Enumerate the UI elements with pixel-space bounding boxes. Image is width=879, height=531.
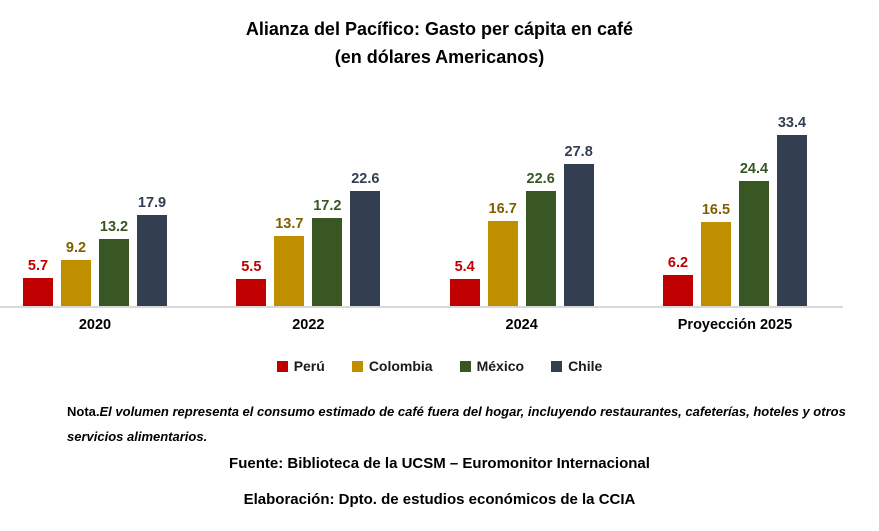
bar-group	[236, 171, 380, 307]
chart-title-line1: Alianza del Pacífico: Gasto per cápita en café	[245, 19, 634, 39]
bar	[274, 236, 304, 307]
bar-value-label: 17.2	[313, 198, 342, 215]
bar-group	[663, 115, 807, 307]
bar-value-label: 22.6	[351, 170, 380, 187]
bar-value-label: 33.4	[777, 115, 807, 131]
bar-value-label: 13.2	[99, 219, 129, 236]
bar-value-label: 6.2	[667, 255, 689, 272]
bar-value-label: 5.7	[27, 257, 49, 274]
bar-column	[450, 259, 480, 307]
legend-item	[460, 358, 524, 374]
bar-column	[350, 171, 380, 307]
x-axis-tick-label: 2024	[505, 317, 538, 333]
bar-value-label: 22.6	[526, 170, 555, 187]
bar-column	[777, 115, 807, 307]
bar-value-label: 24.4	[739, 161, 769, 178]
bar-column	[274, 216, 304, 307]
bar	[488, 221, 518, 307]
bar-column	[61, 240, 91, 307]
bar	[23, 278, 53, 307]
bar-column	[236, 259, 266, 307]
bar-value-label: 13.7	[275, 216, 304, 233]
bar-column	[663, 255, 693, 307]
bar	[312, 218, 342, 307]
legend-label: Colombia	[368, 358, 433, 374]
bar	[701, 222, 731, 307]
bar-column	[99, 219, 129, 307]
bar-group	[23, 195, 167, 307]
bar	[526, 191, 556, 307]
legend-swatch	[460, 361, 471, 372]
note-text: El volumen representa el consumo estimado de café fuera del hogar, incluyendo restaurantes, cafeterías, hoteles y otros servicios alimentarios.	[67, 404, 846, 444]
bar-value-label: 5.4	[454, 259, 475, 276]
x-axis-tick-label: 2020	[78, 317, 112, 333]
bar-value-label: 27.8	[564, 143, 593, 160]
bar-value-label: 16.5	[701, 202, 731, 219]
legend-label: Chile	[568, 358, 603, 374]
bar	[739, 181, 769, 307]
x-axis-labels	[23, 317, 807, 333]
legend-label: Perú	[293, 358, 325, 374]
bar	[663, 275, 693, 307]
bar	[564, 164, 594, 307]
legend-item	[352, 358, 433, 374]
bar-column	[312, 198, 342, 307]
chart-legend	[0, 358, 879, 374]
chart-note	[67, 399, 849, 449]
note-prefix: Nota.	[67, 404, 100, 419]
bar-column	[564, 144, 594, 307]
elaboration-line: Elaboración: Dpto. de estudios económicos de la CCIA	[243, 491, 636, 508]
legend-item	[277, 358, 325, 374]
bar	[61, 260, 91, 307]
x-axis-tick-label: Proyección 2025	[677, 317, 793, 333]
bar-value-label: 17.9	[137, 194, 167, 211]
bar	[450, 279, 480, 307]
bar-value-label: 9.2	[65, 239, 87, 256]
bar	[137, 215, 167, 307]
bar-value-label: 16.7	[488, 201, 517, 217]
source-line: Fuente: Biblioteca de la UCSM – Euromonitor Internacional	[229, 455, 650, 472]
legend-swatch	[551, 361, 562, 372]
bar-groups	[23, 0, 807, 307]
bar-group	[450, 144, 594, 307]
legend-item	[551, 358, 602, 374]
bar-column	[23, 258, 53, 307]
bar-column	[526, 171, 556, 307]
bar	[777, 135, 807, 307]
bar-column	[137, 195, 167, 307]
bar-column	[701, 202, 731, 307]
legend-label: México	[476, 358, 525, 374]
legend-swatch	[352, 361, 363, 372]
bar	[99, 239, 129, 307]
x-axis-tick-label: 2022	[292, 317, 325, 333]
bar-value-label: 5.5	[241, 258, 262, 275]
chart-title-line2: (en dólares Americanos)	[334, 47, 545, 67]
legend-swatch	[277, 361, 288, 372]
bar-column	[488, 201, 518, 307]
bar	[236, 279, 266, 307]
bar-column	[739, 161, 769, 307]
x-axis-line	[0, 306, 843, 308]
bar	[350, 191, 380, 307]
